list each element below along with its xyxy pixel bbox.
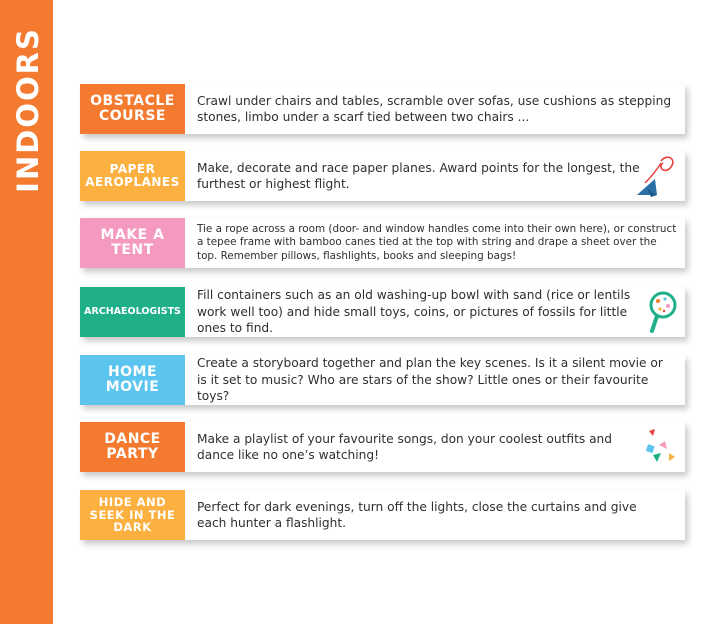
sidebar-title: INDOORS <box>11 27 45 193</box>
activity-row-make-a-tent <box>80 218 685 268</box>
activity-label: MAKE A TENT <box>80 218 185 268</box>
activity-label: ARCHAEOLOGISTS <box>80 287 185 337</box>
activity-label: HOME MOVIE <box>80 355 185 405</box>
activity-label: HIDE AND SEEK IN THE DARK <box>80 490 185 540</box>
activity-row-obstacle-course <box>80 84 685 134</box>
activity-label: PAPER AEROPLANES <box>80 151 185 201</box>
activity-row-hide-and-seek <box>80 490 685 540</box>
activity-description: Fill containers such as an old washing-up bowl with sand (rice or lentils work well too) and hide small toys, coins, or pictures of fossils for little ones to find. <box>197 288 631 336</box>
activity-label: OBSTACLE COURSE <box>80 84 185 134</box>
activity-description: Tie a rope across a room (door- and window handles come into their own here), or construct a tepee frame with bamboo canes tied at the top with string and drape a sheet over the top. Remember pillows, flashlights, books and sleeping bags! <box>197 222 677 262</box>
activity-row-dance-party <box>80 422 685 472</box>
activity-label: DANCE PARTY <box>80 422 185 472</box>
activity-description: Make, decorate and race paper planes. Award points for the longest, the furthest or highest flight. <box>197 160 640 191</box>
activity-description: Crawl under chairs and tables, scramble over sofas, use cushions as stepping stones, limbo under a scarf tied between two chairs ... <box>197 93 672 124</box>
confetti-icon <box>643 427 679 467</box>
activity-row-paper-aeroplanes <box>80 151 685 201</box>
activity-row-home-movie <box>80 355 685 405</box>
paper-plane-icon <box>633 155 679 199</box>
activity-row-archaeologists <box>80 287 685 337</box>
sidebar <box>0 0 53 624</box>
activity-description: Create a storyboard together and plan the key scenes. Is it a silent movie or is it set to music? Who are stars of the show? Little ones or their favourite toys? <box>197 356 663 404</box>
activity-description: Perfect for dark evenings, turn off the lights, close the curtains and give each hunter a flashlight. <box>197 499 637 530</box>
activity-description: Make a playlist of your favourite songs, don your coolest outfits and dance like no one’s watching! <box>197 431 612 462</box>
magnifying-glass-icon <box>645 289 681 335</box>
